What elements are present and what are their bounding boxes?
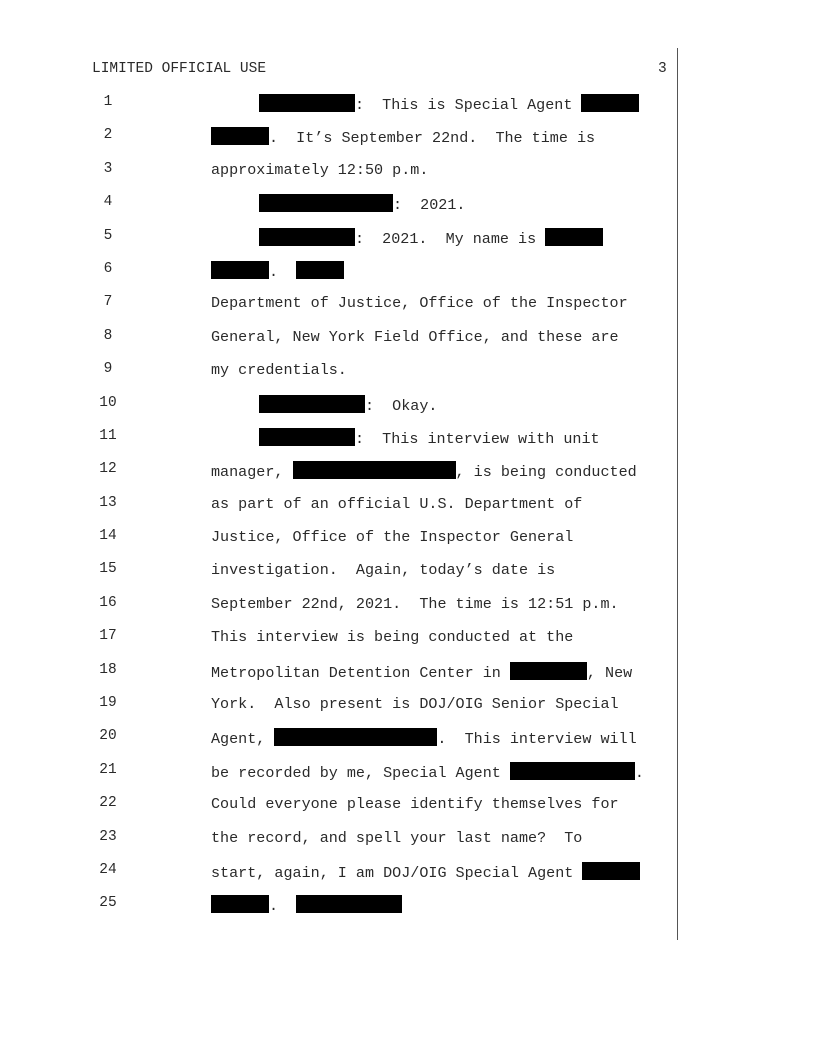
line-number: 8: [103, 327, 113, 344]
line-text: manager, , is being conducted: [211, 463, 637, 482]
line-text: : This is Special Agent: [259, 94, 639, 114]
line-text: York. Also present is DOJ/OIG Senior Special: [211, 695, 619, 714]
line-number: 12: [99, 461, 117, 478]
transcript-line: [0, 760, 816, 793]
line-number: 23: [99, 828, 117, 845]
redaction-box: [259, 228, 355, 246]
transcript-line: [0, 593, 816, 626]
redaction-box: [510, 662, 587, 680]
line-text: Could everyone please identify themselves for: [211, 795, 619, 814]
transcript-line: [0, 493, 816, 526]
transcript-line: [0, 693, 816, 726]
line-text: the record, and spell your last name? To: [211, 828, 583, 847]
line-text: Metropolitan Detention Center in , New: [211, 663, 633, 682]
transcript-line: [0, 192, 816, 225]
transcript-line: [0, 393, 816, 426]
line-number: 3: [103, 160, 113, 177]
line-number: 17: [99, 628, 117, 645]
redaction-box: [296, 261, 344, 279]
transcript-line: [0, 92, 816, 125]
transcript-line: [0, 459, 816, 492]
transcript-line: [0, 259, 816, 292]
line-number: 4: [103, 194, 113, 211]
line-text: .: [211, 261, 344, 281]
line-number: 24: [99, 861, 117, 878]
line-text: .: [211, 895, 402, 915]
transcript-line: [0, 292, 816, 325]
redaction-box: [545, 228, 603, 246]
transcript-line: [0, 626, 816, 659]
line-number: 11: [99, 427, 117, 444]
redaction-box: [211, 127, 269, 145]
line-number: 10: [99, 394, 117, 411]
line-number: 15: [99, 561, 117, 578]
redaction-box: [259, 194, 393, 212]
redaction-box: [581, 94, 639, 112]
line-text: : 2021.: [259, 194, 465, 214]
redaction-box: [211, 895, 269, 913]
line-number: 9: [103, 361, 113, 378]
redaction-box: [259, 395, 365, 413]
line-number: 21: [99, 761, 117, 778]
line-text: . It’s September 22nd. The time is: [211, 127, 595, 147]
line-number: 19: [99, 695, 117, 712]
redaction-box: [274, 728, 437, 746]
line-number: 18: [99, 661, 117, 678]
transcript-line: [0, 860, 816, 893]
transcript-line: [0, 893, 816, 926]
line-number: 1: [103, 94, 113, 110]
line-number: 13: [99, 494, 117, 511]
line-text: Agent, . This interview will: [211, 730, 637, 749]
line-text: as part of an official U.S. Department of: [211, 494, 583, 513]
redaction-box: [293, 461, 456, 479]
transcript-line: [0, 827, 816, 860]
transcript-line: [0, 793, 816, 826]
line-number: 22: [99, 795, 117, 812]
line-text: approximately 12:50 p.m.: [211, 160, 429, 179]
page-number: 3: [658, 61, 667, 77]
line-text: be recorded by me, Special Agent .: [211, 763, 644, 782]
line-text: Department of Justice, Office of the Inspector: [211, 294, 628, 313]
redaction-box: [510, 762, 635, 780]
line-text: : This interview with unit: [259, 428, 600, 448]
line-number: 5: [103, 227, 113, 244]
line-number: 16: [99, 594, 117, 611]
transcript-line: [0, 226, 816, 259]
line-number: 14: [99, 528, 117, 545]
redaction-box: [259, 94, 355, 112]
transcript-line: [0, 125, 816, 158]
line-number: 20: [99, 728, 117, 745]
transcript-line: [0, 726, 816, 759]
line-text: start, again, I am DOJ/OIG Special Agent: [211, 862, 640, 882]
line-text: my credentials.: [211, 361, 347, 380]
redaction-box: [211, 261, 269, 279]
transcript-line: [0, 526, 816, 559]
line-text: investigation. Again, today’s date is: [211, 561, 556, 580]
line-text: General, New York Field Office, and these are: [211, 327, 619, 346]
transcript-line: [0, 359, 816, 392]
line-text: : 2021. My name is: [259, 228, 603, 248]
transcript-line: [0, 559, 816, 592]
line-number: 2: [103, 127, 113, 144]
redaction-box: [582, 862, 640, 880]
document-marking: LIMITED OFFICIAL USE: [92, 61, 267, 77]
transcript-line: [0, 660, 816, 693]
redaction-box: [259, 428, 355, 446]
line-text: This interview is being conducted at the: [211, 628, 574, 647]
transcript-line: [0, 426, 816, 459]
line-number: 7: [103, 294, 113, 311]
line-text: September 22nd, 2021. The time is 12:51 p.m.: [211, 594, 619, 613]
transcript-line: [0, 159, 816, 192]
line-number: 6: [103, 260, 113, 277]
transcript-line: [0, 326, 816, 359]
line-text: : Okay.: [259, 395, 437, 415]
transcript-body: [0, 92, 816, 927]
line-text: Justice, Office of the Inspector General: [211, 528, 574, 547]
redaction-box: [296, 895, 402, 913]
line-number: 25: [99, 895, 117, 912]
